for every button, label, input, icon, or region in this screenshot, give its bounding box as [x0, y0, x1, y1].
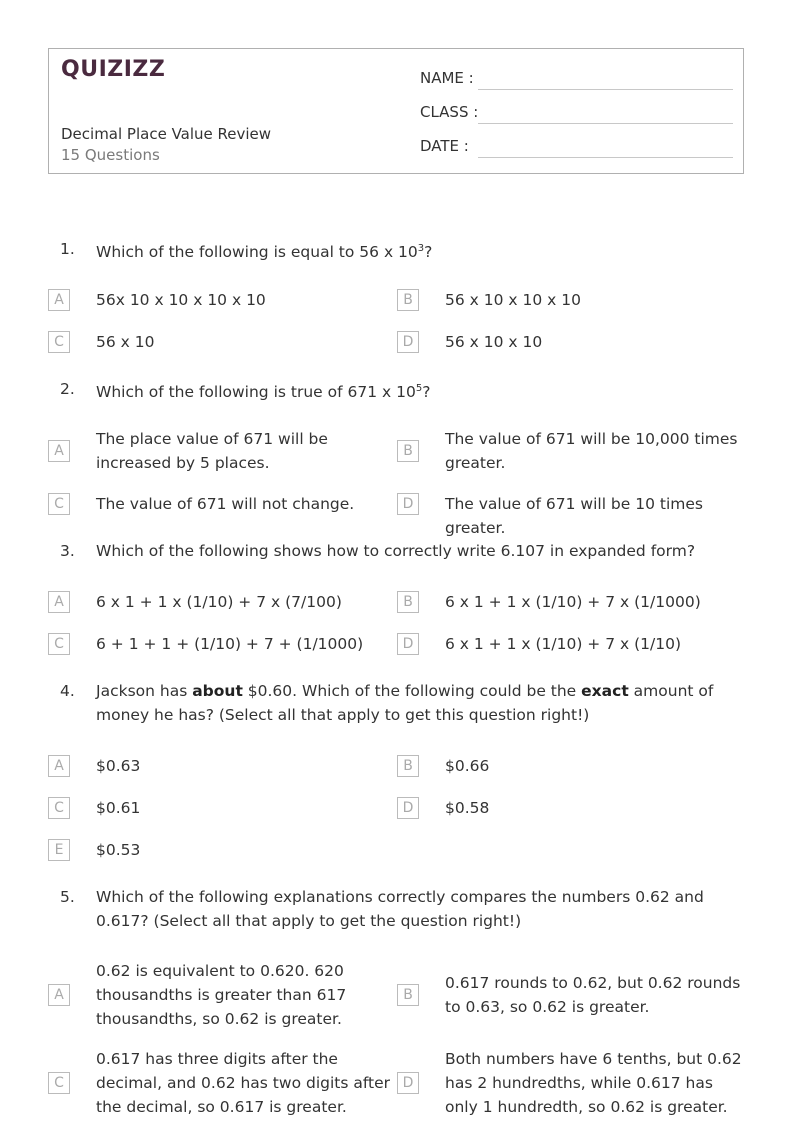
option-text: The value of 671 will be 10 times greater. — [445, 495, 703, 537]
option-text: 6 x 1 + 1 x (1/10) + 7 x (7/100) — [96, 593, 342, 611]
question-count: 15 Questions — [61, 146, 160, 164]
question-number: 3. — [60, 542, 75, 560]
worksheet-title: Decimal Place Value Review — [61, 125, 272, 143]
option-letter: D — [397, 1072, 419, 1094]
option-text: $0.58 — [445, 799, 490, 817]
date-line[interactable] — [478, 157, 733, 158]
option-letter: A — [48, 984, 70, 1006]
option-letter: C — [48, 797, 70, 819]
option-letter: C — [48, 331, 70, 353]
option-letter: B — [397, 591, 419, 613]
worksheet-header — [48, 48, 744, 174]
option-letter: A — [48, 289, 70, 311]
option-text: 56x 10 x 10 x 10 x 10 — [96, 291, 266, 309]
class-label: CLASS : — [420, 103, 479, 121]
option-text: 56 x 10 — [96, 333, 155, 351]
option-text: 0.62 is equivalent to 0.620. 620 thousandths is greater than 617 thousandths, so 0.62 is greater. — [96, 962, 347, 1028]
option-letter: C — [48, 493, 70, 515]
quizizz-logo: QUIZIZZ — [61, 57, 166, 82]
question-number: 5. — [60, 888, 75, 906]
option-text: 0.617 has three digits after the decimal, and 0.62 has two digits after the decimal, so 0.617 is greater. — [96, 1050, 391, 1116]
option-text: $0.63 — [96, 757, 141, 775]
option-text: Both numbers have 6 tenths, but 0.62 has 2 hundredths, while 0.617 has only 1 hundredth, so 0.62 is greater. — [445, 1050, 742, 1116]
name-line[interactable] — [478, 89, 733, 90]
option-text: The value of 671 will not change. — [96, 495, 355, 513]
option-text: The place value of 671 will be increased by 5 places. — [96, 430, 328, 472]
option-text: 6 + 1 + 1 + (1/10) + 7 + (1/1000) — [96, 635, 364, 653]
option-letter: B — [397, 440, 419, 462]
question-text: Which of the following is equal to 56 x $10^3$? — [96, 243, 433, 262]
option-text: 6 x 1 + 1 x (1/10) + 7 x (1/1000) — [445, 593, 701, 611]
option-text: 56 x 10 x 10 x 10 — [445, 291, 581, 309]
option-letter: C — [48, 633, 70, 655]
option-letter: B — [397, 984, 419, 1006]
option-text: The value of 671 will be 10,000 times greater. — [445, 430, 738, 472]
option-text: 0.617 rounds to 0.62, but 0.62 rounds to 0.63, so 0.62 is greater. — [445, 974, 741, 1016]
option-letter: D — [397, 331, 419, 353]
date-label: DATE : — [420, 137, 469, 155]
question-number: 1. — [60, 240, 75, 258]
option-text: $0.61 — [96, 799, 141, 817]
option-letter: B — [397, 289, 419, 311]
option-letter: B — [397, 755, 419, 777]
class-line[interactable] — [478, 123, 733, 124]
question-text: Which of the following shows how to correctly write 6.107 in expanded form? — [96, 542, 696, 560]
option-text: $0.66 — [445, 757, 490, 775]
question-text: Which of the following is true of 671 x $10^5$? — [96, 383, 431, 402]
name-label: NAME : — [420, 69, 474, 87]
question-text: Jackson has about $0.60. Which of the following could be the exact amount of money he has? (Select all that apply to get this question right!) — [96, 682, 714, 724]
question-number: 2. — [60, 380, 75, 398]
option-letter: A — [48, 755, 70, 777]
option-letter: A — [48, 440, 70, 462]
option-letter: A — [48, 591, 70, 613]
option-text: 56 x 10 x 10 — [445, 333, 543, 351]
option-letter: C — [48, 1072, 70, 1094]
option-letter: D — [397, 633, 419, 655]
option-text: $0.53 — [96, 841, 141, 859]
option-letter: D — [397, 493, 419, 515]
option-letter: D — [397, 797, 419, 819]
option-letter: E — [48, 839, 70, 861]
question-text: Which of the following explanations correctly compares the numbers 0.62 and 0.617? (Select all that apply to get the question right!) — [96, 888, 704, 930]
question-number: 4. — [60, 682, 75, 700]
option-text: 6 x 1 + 1 x (1/10) + 7 x (1/10) — [445, 635, 682, 653]
